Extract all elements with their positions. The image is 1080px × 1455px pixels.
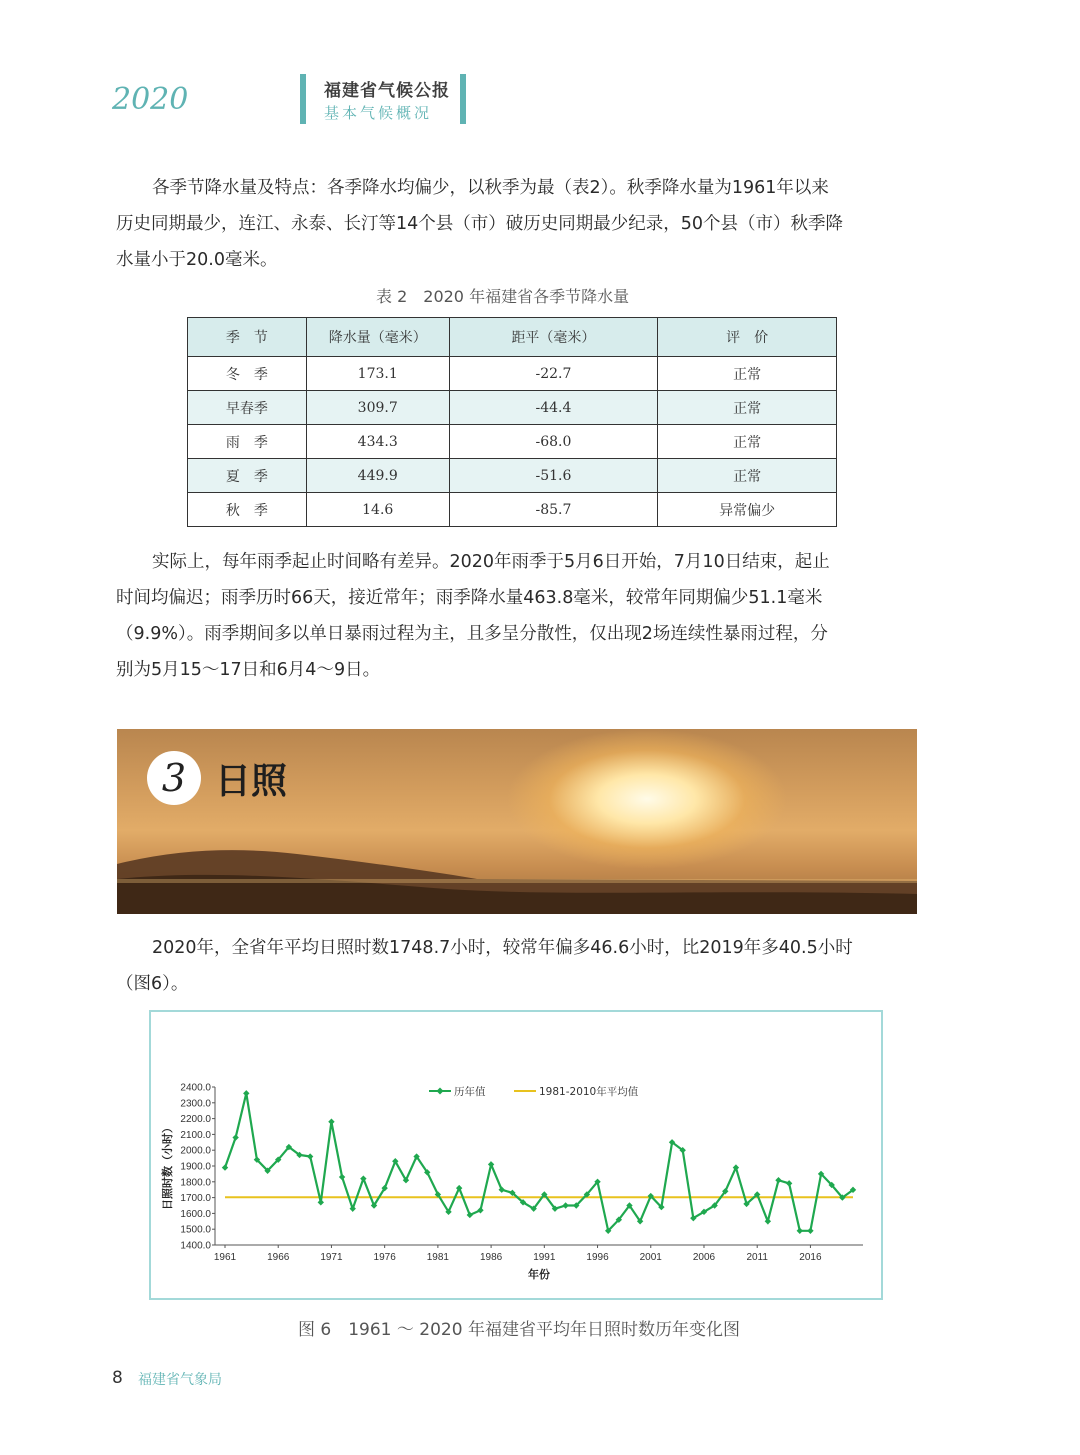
data-point (350, 1205, 356, 1211)
paragraph-seasonal-precipitation (116, 170, 916, 278)
table-cell: -68.0 (449, 425, 658, 459)
page-number: 8 (112, 1368, 123, 1388)
para-line: （图6）。 (116, 974, 189, 994)
table-cell: 雨 季 (188, 425, 307, 459)
table-header-cell: 季 节 (188, 318, 307, 357)
y-tick-label: 2200.0 (180, 1114, 211, 1126)
table-cell: 夏 季 (188, 459, 307, 493)
data-point (765, 1218, 771, 1224)
para-line: 实际上，每年雨季起止时间略有差异。2020年雨季于5月6日开始，7月10日结束，起止 (152, 552, 830, 572)
para-line: 水量小于20.0毫米。 (116, 250, 278, 270)
table-cell: 早春季 (188, 391, 307, 425)
table-header-cell: 距平（毫米） (449, 318, 658, 357)
table-row (188, 357, 837, 391)
section-banner-sunshine (117, 729, 917, 914)
x-tick-label: 2011 (746, 1252, 768, 1263)
data-point (222, 1164, 228, 1170)
data-point (243, 1090, 249, 1096)
y-tick-label: 1800.0 (180, 1177, 211, 1189)
table-cell: 异常偏少 (658, 493, 837, 527)
paragraph-rainy-season (116, 544, 916, 688)
footer-organization: 福建省气象局 (138, 1372, 222, 1388)
table-cell: 正常 (658, 391, 837, 425)
x-tick-label: 1976 (373, 1252, 396, 1263)
table-cell: 正常 (658, 425, 837, 459)
table-header-cell: 降水量（毫米） (306, 318, 449, 357)
legend-series-label: 历年值 (454, 1086, 486, 1098)
table-header-cell: 评 价 (658, 318, 837, 357)
table-cell: -85.7 (449, 493, 658, 527)
legend-baseline-label: 1981-2010年平均值 (539, 1086, 639, 1098)
table-header-row (188, 318, 837, 357)
y-tick-label: 2400.0 (180, 1082, 211, 1094)
y-tick-label: 1500.0 (180, 1224, 211, 1236)
sunshine-chart-frame (149, 1010, 883, 1300)
x-axis-label: 年份 (528, 1268, 550, 1281)
y-tick-label: 2000.0 (180, 1145, 211, 1157)
header-title: 福建省气候公报 (324, 81, 450, 101)
data-point (786, 1180, 792, 1186)
data-point (456, 1185, 462, 1191)
table-row (188, 459, 837, 493)
data-point (328, 1119, 334, 1125)
para-line: 历史同期最少，连江、永泰、长汀等14个县（市）破历史同期最少纪录，50个县（市）秋季降 (116, 214, 844, 234)
table-cell: 14.6 (306, 493, 449, 527)
y-tick-label: 1600.0 (180, 1208, 211, 1220)
y-axis-label: 日照时数（小时） (161, 1122, 174, 1210)
data-point (232, 1134, 238, 1140)
legend-series-marker (437, 1088, 444, 1095)
series-line (225, 1093, 853, 1231)
table-cell: 449.9 (306, 459, 449, 493)
para-line: 各季节降水量及特点：各季降水均偏少，以秋季为最（表2）。秋季降水量为1961年以来 (152, 178, 829, 198)
precipitation-table (187, 317, 837, 527)
table-cell: 正常 (658, 459, 837, 493)
table-cell: 309.7 (306, 391, 449, 425)
data-point (807, 1228, 813, 1234)
table-caption: 表 2 2020 年福建省各季节降水量 (376, 287, 630, 306)
data-point (467, 1212, 473, 1218)
header-divider (300, 74, 306, 124)
data-point (733, 1164, 739, 1170)
data-point (477, 1207, 483, 1213)
x-tick-label: 1986 (479, 1252, 503, 1263)
x-tick-label: 1966 (267, 1252, 290, 1263)
table-cell: 正常 (658, 357, 837, 391)
data-point (562, 1202, 568, 1208)
figure-caption: 图 6 1961 ～ 2020 年福建省平均年日照时数历年变化图 (298, 1320, 740, 1340)
section-title: 日照 (215, 761, 288, 802)
para-line: 时间均偏迟；雨季历时66天，接近常年；雨季降水量463.8毫米，较常年同期偏少51.1毫米 (116, 588, 823, 608)
data-point (339, 1174, 345, 1180)
table-row (188, 425, 837, 459)
table-row (188, 493, 837, 527)
y-tick-label: 2100.0 (180, 1129, 211, 1141)
table-row (188, 391, 837, 425)
y-tick-label: 1700.0 (180, 1193, 211, 1205)
x-tick-label: 2016 (799, 1252, 822, 1263)
para-line: 2020年，全省年平均日照时数1748.7小时，较常年偏多46.6小时，比2019年多40.5小时 (152, 938, 853, 958)
data-point (488, 1161, 494, 1167)
y-tick-label: 2300.0 (180, 1098, 211, 1110)
table-cell: -51.6 (449, 459, 658, 493)
data-point (307, 1153, 313, 1159)
table-cell: -44.4 (449, 391, 658, 425)
header-year: 2020 (112, 82, 189, 117)
x-tick-label: 2006 (692, 1252, 716, 1263)
header-subtitle: 基本气候概况 (324, 104, 433, 122)
x-tick-label: 1996 (586, 1252, 609, 1263)
data-point (775, 1177, 781, 1183)
table-cell: 434.3 (306, 425, 449, 459)
section-number-badge: 3 (147, 751, 201, 805)
y-tick-label: 1900.0 (180, 1161, 211, 1173)
data-point (797, 1228, 803, 1234)
x-tick-label: 2001 (639, 1252, 662, 1263)
sunshine-chart (151, 1012, 881, 1298)
data-point (499, 1187, 505, 1193)
paragraph-sunshine (116, 930, 916, 1002)
table-cell: 秋 季 (188, 493, 307, 527)
data-point (360, 1175, 366, 1181)
x-tick-label: 1961 (213, 1252, 237, 1263)
y-tick-label: 1400.0 (180, 1240, 211, 1252)
x-tick-label: 1991 (533, 1252, 556, 1263)
table-cell: 173.1 (306, 357, 449, 391)
para-line: （9.9%）。雨季期间多以单日暴雨过程为主，且多呈分散性，仅出现2场连续性暴雨过程，分 (116, 624, 828, 644)
x-tick-label: 1971 (320, 1252, 343, 1263)
x-tick-label: 1981 (426, 1252, 450, 1263)
table-cell: -22.7 (449, 357, 658, 391)
header-divider-right (460, 74, 466, 124)
para-line: 别为5月15～17日和6月4～9日。 (116, 660, 381, 680)
table-cell: 冬 季 (188, 357, 307, 391)
data-point (318, 1199, 324, 1205)
